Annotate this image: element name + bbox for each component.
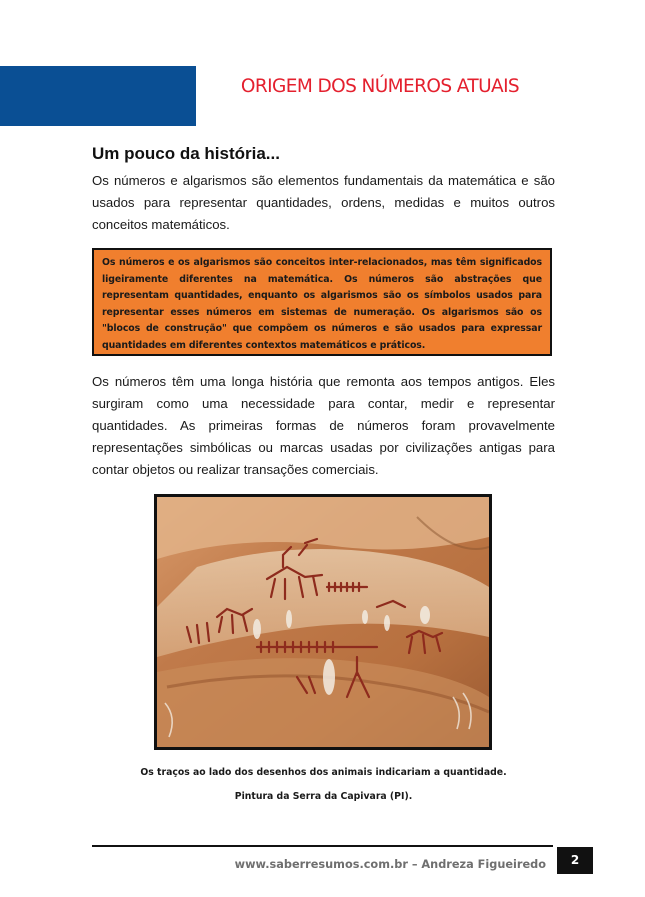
section-heading: Um pouco da história... [92,144,280,163]
intro-paragraph: Os números e algarismos são elementos fundamentais da matemática e são usados para representar quantidades, ordens, medidas e muitos outros conceitos matemáticos. [92,173,555,232]
history-paragraph: Os números têm uma longa história que remonta aos tempos antigos. Eles surgiram como uma necessidade para contar, medir e representar quantidades. As primeiras formas de números foram provavelmente representações simbólicas ou marcas usadas por civilizações antigas para contar objetos ou realizar transações comerciais. [92,374,555,477]
header-color-band [0,66,196,126]
rock-painting-photo [154,494,492,750]
figure-caption: Os traços ao lado dos desenhos dos animais indicariam a quantidade. [140,767,507,778]
page-number: 2 [557,847,593,874]
highlight-callout-box [92,248,552,356]
footer-credit: www.saberresumos.com.br – Andreza Figueiredo [234,858,546,871]
chapter-title: ORIGEM DOS NÚMEROS ATUAIS [240,76,520,97]
figure-source: Pintura da Serra da Capivara (PI). [234,791,413,802]
footer-divider [92,845,553,847]
cave-painting-illustration [157,497,489,747]
callout-text: Os números e os algarismos são conceitos inter-relacionados, mas têm significados ligeiramente diferentes na matemática. Os números são abstrações que representam quantidades, enquanto os algarismos são os símbolos usados para representar esses números em sistemas de numeração. Os algarismos são os "blocos de construção" que compõem os números e são usados para expressar quantidades em diferentes contextos matemáticos e práticos. [102,257,542,351]
